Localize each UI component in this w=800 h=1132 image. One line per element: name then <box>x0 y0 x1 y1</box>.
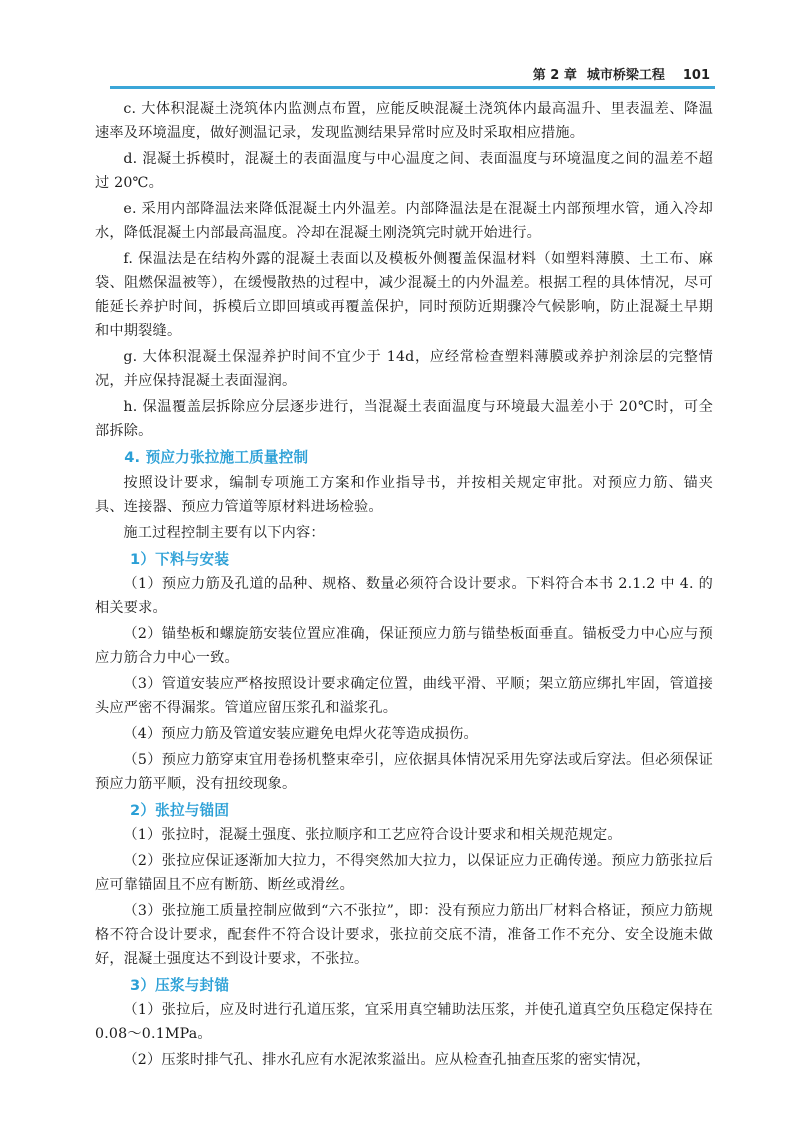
paragraph-process-control: 施工过程控制主要有以下内容： <box>123 525 325 541</box>
chapter-title: 城市桥梁工程 <box>586 68 665 83</box>
paragraph-f: f. 保温法是在结构外露的混凝土表面以及模板外侧覆盖保温材料（如塑料薄膜、土工布、麻袋、阻燃保温被等），在缓慢散热的过程中，减少混凝土的内外温差。根据工程的具体情况，尽可能延长养护时间，拆模后立即回填或再覆盖保护，同时预防近期骤冷气候影响，防止混凝土早期和中期裂缝。 <box>95 251 713 339</box>
list-item: （2）锚垫板和螺旋筋安装位置应准确，保证预应力筋与锚垫板面垂直。锚板受力中心应与预应力筋合力中心一致。 <box>95 626 713 666</box>
list-item: （2）张拉应保证逐渐加大拉力，不得突然加大拉力，以保证应力正确传递。预应力筋张拉后应可靠锚固且不应有断筋、断丝或滑丝。 <box>95 853 713 893</box>
list-item: （5）预应力筋穿束宜用卷扬机整束牵引，应依据具体情况采用先穿法或后穿法。但必须保证预应力筋平顺，没有扭绞现象。 <box>95 752 713 792</box>
paragraph-c: c. 大体积混凝土浇筑体内监测点布置，应能反映混凝土浇筑体内最高温升、里表温差、降温速率及环境温度，做好测温记录，发现监测结果异常时应及时采取相应措施。 <box>95 101 713 141</box>
list-item: （4）预应力筋及管道安装应避免电焊火花等造成损伤。 <box>123 726 478 742</box>
paragraph-intro: 按照设计要求，编制专项施工方案和作业指导书，并按相关规定审批。对预应力筋、锚夹具、连接器、预应力管道等原材料进场检验。 <box>95 475 713 515</box>
paragraph-d: d. 混凝土拆模时，混凝土的表面温度与中心温度之间、表面温度与环境温度之间的温差不超过 20℃。 <box>95 151 713 191</box>
section-heading-prestress: 4. 预应力张拉施工质量控制 <box>124 449 309 466</box>
paragraph-h: h. 保温覆盖层拆除应分层逐步进行，当混凝土表面温度与环境最大温差小于 20℃时，可全部拆除。 <box>95 399 713 439</box>
list-item: （1）张拉时，混凝土强度、张拉顺序和工艺应符合设计要求和相关规范规定。 <box>123 827 622 843</box>
list-item: （1）预应力筋及孔道的品种、规格、数量必须符合设计要求。下料符合本书 2.1.2 中 4. 的相关要求。 <box>95 576 713 616</box>
list-item: （3）管道安装应严格按照设计要求确定位置，曲线平滑、平顺；架立筋应绑扎牢固，管道接头应严密不得漏浆。管道应留压浆孔和溢浆孔。 <box>95 676 713 716</box>
paragraph-e: e. 采用内部降温法来降低混凝土内外温差。内部降温法是在混凝土内部预埋水管，通入冷却水，降低混凝土内部最高温度。冷却在混凝土刚浇筑完时就开始进行。 <box>95 201 713 241</box>
list-item: （3）张拉施工质量控制应做到“六不张拉”，即：没有预应力筋出厂材料合格证，预应力筋规格不符合设计要求，配套件不符合设计要求，张拉前交底不清，准备工作不充分、安全设施未做好，混凝土强度达不到设计要求，不张拉。 <box>95 903 713 967</box>
page-body <box>95 97 713 1072</box>
page-number: 101 <box>682 68 710 83</box>
subheading-cutting-installation: 1）下料与安装 <box>130 551 230 568</box>
paragraph-g: g. 大体积混凝土保湿养护时间不宜少于 14d，应经常检查塑料薄膜或养护剂涂层的完整情况，并应保持混凝土表面湿润。 <box>95 349 713 389</box>
list-item: （2）压浆时排气孔、排水孔应有水泥浓浆溢出。应从检查孔抽查压浆的密实情况， <box>123 1052 651 1068</box>
subheading-tensioning-anchoring: 2）张拉与锚固 <box>130 802 230 819</box>
page-header <box>110 64 710 88</box>
running-header <box>533 64 710 83</box>
subheading-grouting-sealing: 3）压浆与封锚 <box>130 977 230 994</box>
header-divider <box>110 86 715 89</box>
list-item: （1）张拉后，应及时进行孔道压浆，宜采用真空辅助法压浆，并使孔道真空负压稳定保持在 0.08～0.1MPa。 <box>95 1002 713 1042</box>
chapter-label: 第 2 章 <box>532 68 577 83</box>
